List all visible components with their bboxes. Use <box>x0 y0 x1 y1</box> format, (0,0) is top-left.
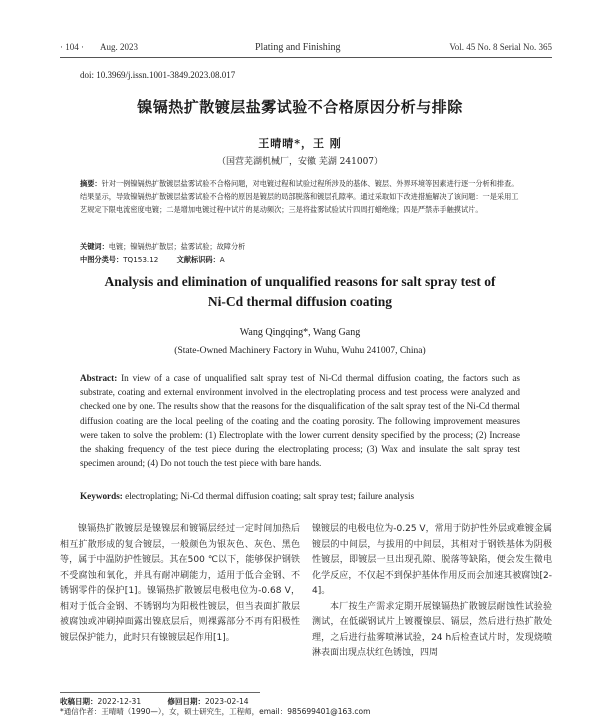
body-column-right <box>312 522 552 662</box>
header-rule <box>60 57 552 58</box>
en-title <box>0 272 600 312</box>
clc-label: 中图分类号： <box>80 255 124 264</box>
zh-authors: 王晴晴*，王 刚 <box>258 137 342 150</box>
revised-value: 2023-02-14 <box>204 697 249 706</box>
footnote-rule <box>60 692 260 693</box>
doc-code <box>177 255 225 265</box>
zh-keywords <box>80 242 520 252</box>
journal-name: Plating and Finishing <box>255 42 341 53</box>
en-abstract-label: Abstract: <box>80 373 118 383</box>
zh-abstract-label: 摘要： <box>80 179 102 188</box>
doc-label: 文献标识码： <box>176 255 220 264</box>
body-paragraph: 本厂按生产需求定期开展镍镉热扩散镀层耐蚀性试验验测试，在低碳钢试片上镀覆镍层、镉层，然后进行热扩散处理，之后进行盐雾喷淋试验，24 h后检查试片时，发现烧喷淋表面出现点状红色锈蚀，四周 <box>312 601 552 658</box>
zh-affiliation: （国营芜湖机械厂，安徽 芜湖 241007） <box>216 157 384 167</box>
issue-date: Aug. 2023 <box>100 42 138 52</box>
zh-abstract-text: 针对一例镍镉热扩散镀层盐雾试验不合格问题，对电镀过程和试验过程所涉及的基体、镀层、外界环境等因素进行逐一分析和排查。结果显示，导致镍镉热扩散镀层盐雾试验不合格的原因是镀层的局部脱落和镀层孔隙率。通过采取如下改进措施解决了该问题：一是采用工艺规定下限电流密度电镀；二是增加电镀过程中试片的晃动频次；三是将盐雾试验试片四周打蜡绝缘；四是严禁赤手触摸试片。 <box>80 179 519 214</box>
zh-abstract <box>80 177 520 216</box>
page-number: · 104 · <box>60 42 84 52</box>
volume-info: Vol. 45 No. 8 Serial No. 365 <box>449 42 552 52</box>
revised-label: 修回日期： <box>167 697 205 706</box>
zh-keywords-text: 电镀；镍镉热扩散层；盐雾试验；故障分析 <box>108 242 246 251</box>
received-label: 收稿日期： <box>60 697 98 706</box>
received-value: 2022-12-31 <box>97 697 142 706</box>
zh-classification <box>80 255 520 265</box>
clc-number <box>80 255 158 265</box>
clc-value: TQ153.12 <box>123 255 159 264</box>
zh-title: 镍镉热扩散镀层盐雾试验不合格原因分析与排除 <box>137 98 463 116</box>
zh-keywords-label: 关键词： <box>80 242 109 251</box>
en-affiliation: (State-Owned Machinery Factory in Wuhu, Wuhu 241007, China) <box>174 346 426 356</box>
en-keywords-text: electroplating; Ni-Cd thermal diffusion coating; salt spray test; failure analysis <box>122 491 415 501</box>
en-title-line2: Ni-Cd thermal diffusion coating <box>207 294 393 309</box>
en-abstract <box>80 371 520 470</box>
en-authors: Wang Qingqing*, Wang Gang <box>239 327 361 338</box>
body-paragraph: 镍镀层的电极电位为-0.25 V，常用于防护性外层或难镀金属镀层的中间层，与拔用的中间层，其相对于钢铁基体为阴极性镀层，即镀层一旦出现孔隙、脱落等缺陷，便会发生微电化学反应，不仅起不到保护基体作用反而会加速其被腐蚀[2-4]。 <box>312 524 552 596</box>
en-keywords <box>80 491 520 501</box>
author-note: *通信作者：王晴晴（1990—），女，硕士研究生，工程师，email：985699401@163.com <box>60 707 371 716</box>
doc-value: A <box>219 255 225 264</box>
en-title-line1: Analysis and elimination of unqualified reasons for salt spray test of <box>104 274 496 289</box>
en-abstract-text: In view of a case of unqualified salt spray test of Ni-Cd thermal diffusion coating, the factors such as substrate, coating and external environment involved in the electroplating process and test process were analyzed and checked one by one. The results show that the reasons for the disqualification of the salt spray test of the Ni-Cd thermal diffusion coating are the local peeling of the coating and the coating porosity. The following improvement measures were taken to solve the problem: (1) Electroplate with the lower current density specified by the process; (2) Increase the shaking frequency of the test piece during the electroplating process; (3) Wax and insulate the salt spray test specimen around; (4) Do not touch the test piece with bare hands. <box>80 373 520 469</box>
doi: doi: 10.3969/j.issn.1001-3849.2023.08.017 <box>80 70 236 80</box>
body-column-left: 镍镉热扩散镀层是镍镍层和镀镉层经过一定时间加热后相互扩散形成的复合镀层，一般颜色为银灰色、灰色、黑色等，属于中温防护性镀层。其在500 ℃以下，能够保护钢铁不受腐蚀和氧化，并具有耐冲刷能力，适用于低合金钢、不锈钢零件的保护[1]。镍镉热扩散镀层电极电位为-0.68 V，相对于低合金钢、不锈钢均为阳极性镀层，但当表面扩散层被腐蚀或冲刷掉面露出镍底层后，则裸露部分不再有阳极性镀层保护能力，此时只有镍镀层起作用[1]。 <box>60 524 300 643</box>
en-keywords-label: Keywords: <box>80 491 123 501</box>
